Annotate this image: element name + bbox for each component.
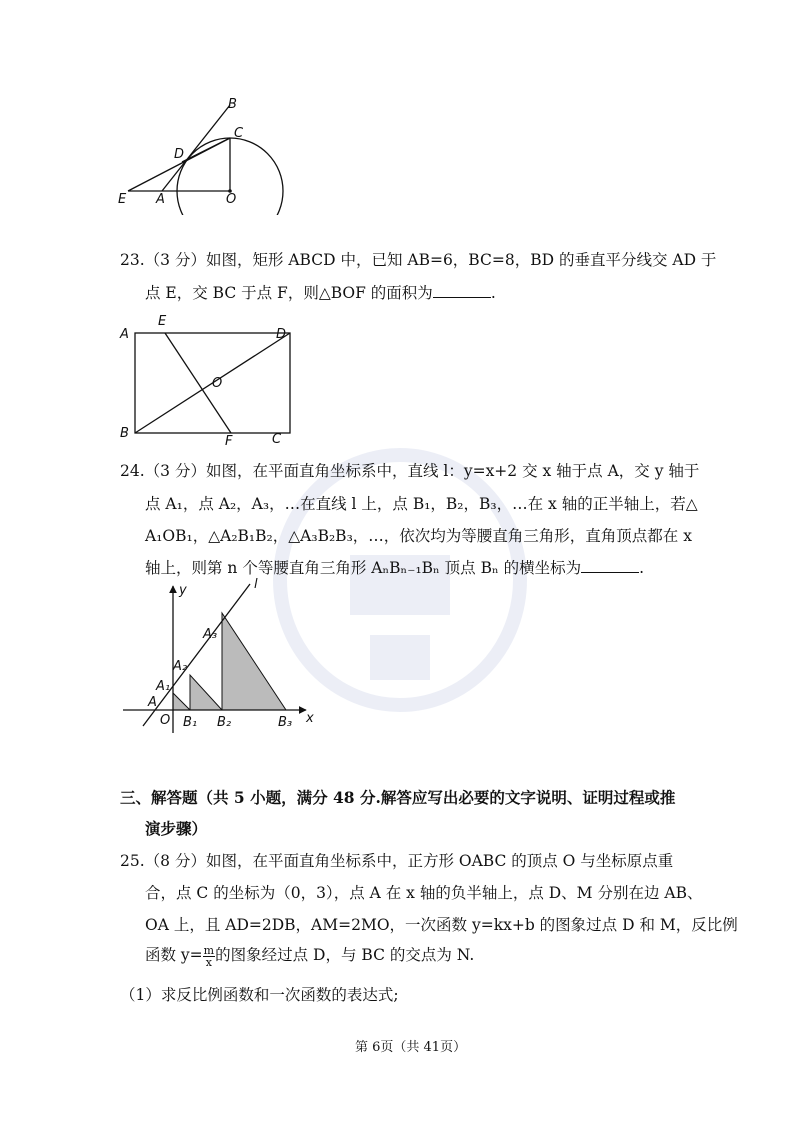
label-A2: A₂ [173, 659, 188, 674]
fraction-m-over-x [203, 945, 215, 968]
q24-line3: A₁OB₁，△A₂B₁B₂，△A₃B₂B₃，…，依次均为等腰直角三角形，直角顶点都在 x [145, 527, 692, 545]
label-O: O [160, 713, 171, 728]
frac-denominator: x [205, 955, 212, 969]
label-x: x [306, 711, 314, 726]
q24-line2: 点 A₁，点 A₂，A₃，…在直线 l 上，点 B₁，B₂，B₃，…在 x 轴的正半轴上，若△ [145, 495, 698, 513]
page-footer: 第 6页（共 41页） [355, 1040, 467, 1055]
label-O: O [226, 192, 237, 207]
label-A: A [120, 327, 129, 342]
q24-end: . [639, 559, 645, 577]
figure-rectangle [115, 312, 295, 447]
figure-circle-tangent [110, 95, 300, 215]
label-F: F [225, 434, 233, 447]
section-heading-cont: 演步骤） [145, 819, 208, 838]
label-A3: A₃ [203, 627, 218, 642]
q25-line4-post: 的图象经过点 D，与 BC 的交点为 N. [215, 946, 475, 964]
answer-blank [433, 283, 491, 298]
q25-sub1: （1）求反比例函数和一次函数的表达式; [120, 986, 399, 1004]
q23-line1: 23.（3 分）如图，矩形 ABCD 中，已知 AB=6，BC=8，BD 的垂直平分线交 AD 于 [120, 251, 717, 269]
label-E: E [158, 314, 167, 329]
label-y: y [179, 583, 187, 598]
label-D: D [276, 327, 287, 342]
q24-line4 [145, 557, 644, 579]
label-B1: B₁ [183, 715, 198, 730]
label-O: O [212, 376, 223, 391]
q24-line1: 24.（3 分）如图，在平面直角坐标系中，直线 l：y=x+2 交 x 轴于点 A，交 y 轴于 [120, 462, 700, 480]
q23-line2-text: 点 E，交 BC 于点 F，则△BOF 的面积为 [145, 284, 433, 302]
label-A: A [148, 695, 157, 710]
frac-numerator: m [203, 943, 215, 957]
q25-line4-pre: 函数 y= [145, 946, 203, 964]
label-A: A [156, 192, 165, 207]
figure-coordinate-triangles [118, 578, 328, 738]
section-heading: 三、解答题（共 5 小题，满分 48 分.解答应写出必要的文字说明、证明过程或推 [120, 788, 676, 807]
q24-line4-text: 轴上，则第 n 个等腰直角三角形 AₙBₙ₋₁Bₙ 顶点 Bₙ 的横坐标为 [145, 559, 582, 577]
label-A1: A₁ [156, 679, 171, 694]
label-B3: B₃ [278, 715, 293, 730]
label-C: C [272, 432, 282, 447]
label-l: l [254, 578, 258, 592]
q23-line2 [145, 282, 496, 304]
label-B2: B₂ [217, 715, 232, 730]
label-C: C [234, 126, 244, 141]
label-E: E [118, 192, 127, 207]
q23-end: . [490, 284, 496, 302]
label-D: D [174, 147, 185, 162]
label-B: B [120, 426, 129, 441]
q25-line1: 25.（8 分）如图，在平面直角坐标系中，正方形 OABC 的顶点 O 与坐标原点重 [120, 852, 674, 870]
answer-blank [581, 558, 639, 573]
q25-line4 [145, 944, 474, 968]
label-B: B [228, 97, 237, 112]
q25-line2: 合，点 C 的坐标为（0，3），点 A 在 x 轴的负半轴上，点 D、M 分别在边 AB、 [145, 884, 703, 902]
q25-line3: OA 上，且 AD=2DB，AM=2MO，一次函数 y=kx+b 的图象过点 D 和 M，反比例 [145, 916, 738, 934]
